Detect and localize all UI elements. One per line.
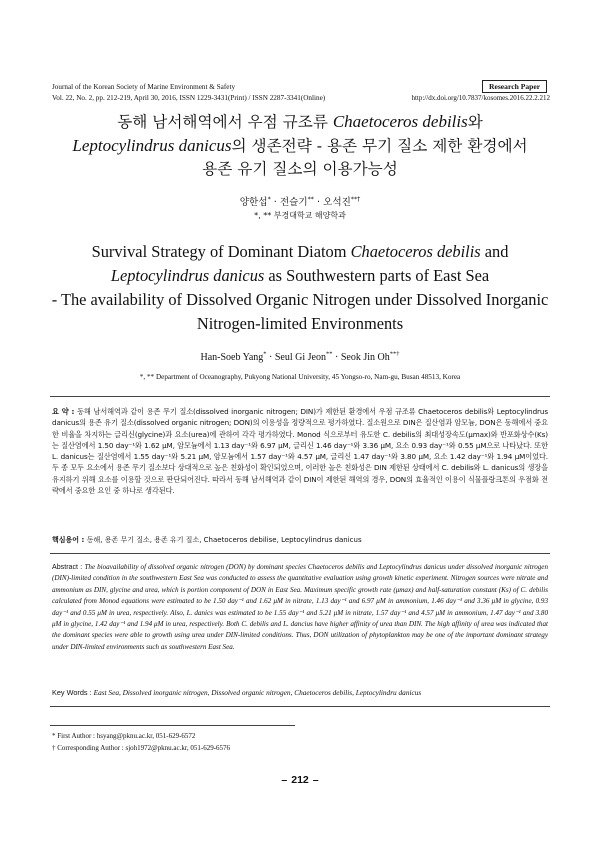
english-abstract-text: The bioavailability of dissolved organic nitrogen (DON) by dominant species Chaetoceros debilis and Leptocylindrus danicus under dissolved inorganic nitrogen (DIN)-limited condition in the southwestern East Sea was conducted to assess the quantitative evaluation using growth kinetic experiment. Nitrogen sources were nitrate and ammonium as DIN, glycine and urea, which is portion component of DON in East Sea. Maximum specific growth rate (μmax) and half-saturation constant (Ks) of C. debilis calculated from Monod equations were estimated to be 1.50 day⁻¹ and 1.62 μM in nitrate, 1.13 day⁻¹ and 6.97 μM in ammonium, 1.46 day⁻¹ and 3.36 μM in glycine, 0.93 day⁻¹ and 0.55 μM in urea, respectively. Also, L. danics was estimated to be 1.55 day⁻¹ and 5.21 μM in nitrate, 1.57 day⁻¹ and 4.57 μM in ammonium, 1.47 day⁻¹ and 3.80 μM in glycine, 1.42 day⁻¹ and 1.94 μM in urea, respectively. Both C. debilis and L. dancius have higher affinity of urea than DIN. The high affinity of urea was indicated that the dominant species were able to growth using urea under DIN-limited conditions. Thus, DON utilization of phytoplankton may be one of the important dominant strategy under DIN-limited environments such as southwestern East Sea.: [52, 563, 548, 651]
footnote-first-author: * First Author : hsyang@pknu.ac.kr, 051-629-6572: [52, 732, 196, 740]
korean-authors: [0, 194, 600, 208]
korean-abstract-label: 요 약 :: [52, 407, 78, 416]
journal-citation: Vol. 22, No. 2, pp. 212-219, April 30, 2016, ISSN 1229-3431(Print) / ISSN 2287-3341(Online): [52, 94, 326, 102]
english-title-text: and: [480, 242, 509, 261]
section-divider: [50, 396, 550, 397]
author-separator: ·: [313, 197, 324, 208]
korean-title-text: 의 생존전략 - 용존 무기 질소 제한 환경에서: [231, 137, 528, 155]
korean-title-line-2: [40, 134, 560, 158]
english-abstract: [52, 562, 548, 653]
english-title-text: Survival Strategy of Dominant Diatom: [91, 242, 351, 261]
journal-header: [52, 82, 412, 104]
korean-affiliation: *, ** 부경대학교 해양학과: [254, 211, 346, 220]
author-mark: **: [307, 195, 314, 203]
species-name: Chaetoceros debilis: [350, 242, 481, 261]
korean-abstract-text: 동해 남서해역과 같이 용존 무기 질소(dissolved inorganic nitrogen; DIN)가 제한된 환경에서 우점 규조류 Chaetoceros debilis와 Leptocylindrus danicus의 용존 유기 질소(dissolved organic nitrogen; DON)의 이용성을 정량적으로 평가하였다. 질소원으로 DIN은 질산염과 암모늄, DON은 동해에서 중요한 비율을 차지하는 글리신(glycine)과 요소(urea)에 관하여 각각 평가하였다. Monod 식으로부터 유도한 C. debilis의 최대성장속도(μmax)와 반포화상수(Ks)는 질산염에서 1.50 day⁻¹와 1.62 μM, 암모늄에서 1.13 day⁻¹와 6.97 μM, 글리신 1.46 day⁻¹와 3.36 μM, 요소 0.93 day⁻¹와 0.55 μM으로 나타났다. 또한 L. danicus는 질산염에서 1.55 day⁻¹와 5.21 μM, 암모늄에서 1.57 day⁻¹와 4.57 μM, 글리신 1.47 day⁻¹와 3.80 μM, 요소 1.42 day⁻¹와 1.94 μM이었다. 두 종 모두 요소에서 용존 무기 질소보다 상대적으로 높은 친화성이 확인되었으며, 이러한 높은 친화성은 DIN 제한된 상태에서 C. debilis와 L. danicus의 생장을 유지하기 위해 요소를 이용할 것으로 판단되어진다. 따라서 동해 남서해역과 같이 DIN이 제한된 해역의 경우, DON의 효율적인 이용이 식물플랑크톤의 우점화 전략에서 중요한 요인 중 하나로 생각된다.: [52, 407, 548, 496]
author-mark: **†: [389, 350, 400, 358]
author-separator: ·: [266, 352, 275, 363]
korean-keywords-text: 동해, 용존 무기 질소, 용존 유기 질소, Chaetoceros debilise, Leptocylindrus danicus: [86, 536, 362, 544]
author-name: Han-Soeb Yang: [200, 352, 264, 363]
english-title-text: as Southwestern parts of East Sea: [264, 266, 490, 285]
korean-keywords: [52, 535, 548, 545]
footnote-divider: [50, 725, 295, 726]
author-mark: **†: [350, 195, 361, 203]
english-authors: [0, 352, 600, 363]
english-affiliation: *, ** Department of Oceanography, Pukyong National University, 45 Yongso-ro, Nam-gu, Busan 48513, Korea: [139, 373, 461, 381]
species-name: Leptocylindrus danicus: [72, 136, 232, 155]
author-name: Seok Jin Oh: [340, 352, 390, 363]
journal-name: Journal of the Korean Society of Marine Environment & Safety: [52, 83, 236, 91]
english-keywords-label: Key Words :: [52, 688, 94, 697]
species-name: Chaetoceros debilis: [332, 112, 468, 131]
author-mark: **: [325, 350, 333, 358]
article-type-badge: Research Paper: [482, 80, 547, 93]
footnote-corresponding-author: † Corresponding Author : sjoh1972@pknu.ac.kr, 051-629-6576: [52, 744, 231, 752]
english-title-line-4: Nitrogen-limited Environments: [196, 314, 404, 333]
doi-link[interactable]: http://dx.doi.org/10.7837/kosomes.2016.22.2.212: [411, 94, 550, 102]
author-name: Seul Gi Jeon: [274, 352, 326, 363]
author-name: 전슬기: [279, 197, 308, 208]
author-mark: *: [263, 350, 267, 358]
english-abstract-label: Abstract :: [52, 563, 85, 571]
korean-title-line-3: 용존 유기 질소의 이용가능성: [202, 160, 398, 178]
korean-title: [40, 110, 560, 181]
korean-keywords-label: 핵심용어 :: [52, 536, 87, 544]
author-name: 오석진: [323, 197, 351, 208]
species-name: Leptocylindrus danicus: [110, 266, 265, 285]
korean-title-text: 와: [467, 113, 483, 131]
english-keywords-text: East Sea, Dissolved inorganic nitrogen, Dissolved organic nitrogen, Chaetoceros debilis, Leptocylindru danicus: [93, 688, 422, 697]
author-separator: ·: [332, 352, 341, 363]
english-title-line-3: - The availability of Dissolved Organic Nitrogen under Dissolved Inorganic: [51, 290, 549, 309]
author-mark: *: [267, 195, 271, 203]
author-separator: ·: [270, 197, 280, 208]
english-title-line-2: [40, 264, 560, 288]
korean-title-line-1: [40, 110, 560, 134]
english-title-line-1: [40, 240, 560, 264]
author-name: 양한섭: [239, 197, 268, 208]
section-divider: [50, 706, 550, 707]
section-divider: [50, 553, 550, 554]
english-keywords: [52, 688, 548, 697]
english-title: [40, 240, 560, 336]
korean-title-text: 동해 남서해역에서 우점 규조류: [117, 113, 333, 131]
page-number: – 212 –: [0, 774, 600, 786]
korean-abstract: [52, 406, 548, 496]
